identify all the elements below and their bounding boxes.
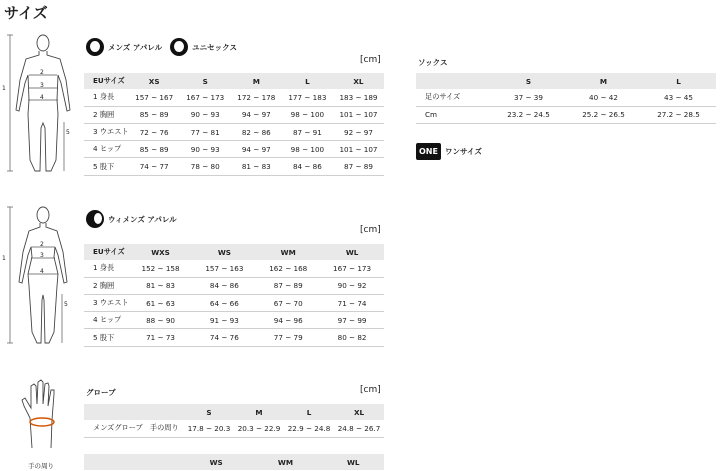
- header-cell: S: [180, 73, 231, 89]
- table-cell: 81 ~ 83: [129, 277, 193, 294]
- table-row: [84, 106, 384, 123]
- header-cell: [84, 454, 184, 470]
- table-cell: Cm: [416, 106, 491, 123]
- header-cell: L: [282, 73, 333, 89]
- gloves-unit: [cm]: [360, 385, 381, 395]
- table-cell: 94 ~ 96: [256, 312, 320, 329]
- header-cell: WS: [184, 454, 248, 470]
- table-cell: 4 ヒップ: [84, 312, 129, 329]
- header-cell: XS: [129, 73, 180, 89]
- table-row: [84, 141, 384, 158]
- unisex-head-icon: [170, 38, 188, 56]
- table-cell: 3 ウエスト: [84, 123, 129, 140]
- table-cell: 84 ~ 86: [282, 158, 333, 175]
- table-cell: 4 ヒップ: [84, 141, 129, 158]
- table-cell: 98 ~ 100: [282, 141, 333, 158]
- table-cell: 72 ~ 76: [129, 123, 180, 140]
- table-cell: 2 胸囲: [84, 277, 129, 294]
- table-cell: 17.8 ~ 20.3: [184, 420, 234, 437]
- table-cell: 87 ~ 91: [282, 123, 333, 140]
- table-row: [84, 260, 384, 277]
- table-row: [84, 89, 384, 106]
- table-row: [84, 420, 384, 437]
- table-cell: 77 ~ 81: [180, 123, 231, 140]
- table-cell: 157 ~ 167: [129, 89, 180, 106]
- measure-num-5: 5: [64, 301, 68, 308]
- table-cell: 167 ~ 173: [320, 260, 384, 277]
- header-cell: WL: [323, 454, 385, 470]
- measure-num-4: 4: [40, 94, 44, 101]
- measure-num-1: 1: [2, 255, 6, 262]
- header-cell: EUサイズ: [84, 73, 129, 89]
- table-cell: 74 ~ 76: [192, 329, 256, 346]
- mens-unit: [cm]: [360, 55, 381, 65]
- mens-apparel-label: [86, 38, 237, 56]
- hand-figure: [18, 378, 68, 458]
- table-cell: 77 ~ 79: [256, 329, 320, 346]
- table-header-row: [416, 73, 716, 89]
- one-size-text: ワンサイズ: [444, 147, 482, 156]
- table-cell: 94 ~ 97: [231, 106, 282, 123]
- header-cell: WM: [256, 244, 320, 260]
- page-title: サイズ: [4, 4, 48, 22]
- table-cell: 90 ~ 93: [180, 106, 231, 123]
- header-cell: M: [234, 404, 284, 420]
- table-cell: 162 ~ 168: [256, 260, 320, 277]
- womens-size-table: [84, 244, 384, 347]
- table-cell: メンズグローブ 手の周り: [84, 420, 184, 437]
- table-row: [416, 89, 716, 106]
- table-row: [84, 294, 384, 311]
- header-cell: [84, 404, 184, 420]
- table-cell: 80 ~ 82: [320, 329, 384, 346]
- mens-head-icon: [86, 38, 104, 56]
- header-cell: WL: [320, 244, 384, 260]
- table-cell: 97 ~ 99: [320, 312, 384, 329]
- table-header-row: [84, 244, 384, 260]
- table-cell: 25.2 ~ 26.5: [566, 106, 641, 123]
- table-cell: 90 ~ 92: [320, 277, 384, 294]
- table-cell: 5 股下: [84, 329, 129, 346]
- measure-num-2: 2: [40, 241, 44, 248]
- table-cell: 22.9 ~ 24.8: [284, 420, 334, 437]
- header-cell: WM: [248, 454, 322, 470]
- mens-size-table: [84, 73, 384, 176]
- measure-num-3: 3: [40, 252, 44, 259]
- table-cell: 101 ~ 107: [333, 106, 384, 123]
- table-cell: 64 ~ 66: [192, 294, 256, 311]
- table-cell: 87 ~ 89: [333, 158, 384, 175]
- table-cell: 5 股下: [84, 158, 129, 175]
- measure-num-4: 4: [40, 268, 44, 275]
- table-row: [84, 312, 384, 329]
- table-cell: 98 ~ 100: [282, 106, 333, 123]
- table-cell: 23.2 ~ 24.5: [491, 106, 566, 123]
- table-cell: 78 ~ 80: [180, 158, 231, 175]
- table-cell: 43 ~ 45: [641, 89, 716, 106]
- socks-label: ソックス: [418, 58, 448, 67]
- table-cell: 71 ~ 74: [320, 294, 384, 311]
- table-row: [84, 158, 384, 175]
- table-cell: 82 ~ 86: [231, 123, 282, 140]
- womens-unit: [cm]: [360, 225, 381, 235]
- table-cell: 61 ~ 63: [129, 294, 193, 311]
- table-cell: 1 身長: [84, 89, 129, 106]
- table-cell: 101 ~ 107: [333, 141, 384, 158]
- hand-caption: 手の周り: [28, 462, 54, 470]
- table-cell: 74 ~ 77: [129, 158, 180, 175]
- womens-gloves-table: [84, 454, 384, 470]
- one-size-badge: ONE: [416, 143, 441, 160]
- table-header-row: [84, 454, 384, 470]
- table-cell: 94 ~ 97: [231, 141, 282, 158]
- table-cell: 71 ~ 73: [129, 329, 193, 346]
- womens-label-text: ウィメンズ アパレル: [108, 214, 177, 224]
- measure-num-3: 3: [40, 82, 44, 89]
- table-cell: 81 ~ 83: [231, 158, 282, 175]
- womens-apparel-label: [86, 210, 177, 228]
- table-cell: 157 ~ 163: [192, 260, 256, 277]
- table-cell: 152 ~ 158: [129, 260, 193, 277]
- table-cell: 足のサイズ: [416, 89, 491, 106]
- table-cell: 87 ~ 89: [256, 277, 320, 294]
- table-header-row: [84, 404, 384, 420]
- measure-num-1: 1: [2, 85, 6, 92]
- table-cell: 85 ~ 89: [129, 106, 180, 123]
- header-cell: S: [184, 404, 234, 420]
- table-cell: 2 胸囲: [84, 106, 129, 123]
- table-cell: 90 ~ 93: [180, 141, 231, 158]
- socks-size-table: [416, 73, 716, 124]
- gloves-label: グローブ: [86, 388, 116, 397]
- womens-body-figure: [2, 202, 80, 350]
- table-cell: 3 ウエスト: [84, 294, 129, 311]
- header-cell: S: [491, 73, 566, 89]
- table-cell: 67 ~ 70: [256, 294, 320, 311]
- gloves-size-table: [84, 404, 384, 438]
- table-cell: 24.8 ~ 26.7: [334, 420, 384, 437]
- table-cell: 167 ~ 173: [180, 89, 231, 106]
- unisex-label-text: ユニセックス: [192, 42, 238, 52]
- table-cell: 177 ~ 183: [282, 89, 333, 106]
- table-row: [416, 106, 716, 123]
- table-cell: 172 ~ 178: [231, 89, 282, 106]
- table-cell: 27.2 ~ 28.5: [641, 106, 716, 123]
- header-cell: XL: [334, 404, 384, 420]
- womens-head-icon: [86, 210, 104, 228]
- table-cell: 183 ~ 189: [333, 89, 384, 106]
- table-cell: 85 ~ 89: [129, 141, 180, 158]
- header-cell: [416, 73, 491, 89]
- table-cell: 1 身長: [84, 260, 129, 277]
- mens-label-text: メンズ アパレル: [108, 42, 163, 52]
- table-row: [84, 329, 384, 346]
- table-cell: 88 ~ 90: [129, 312, 193, 329]
- header-cell: L: [641, 73, 716, 89]
- measure-num-5: 5: [66, 129, 70, 136]
- mens-body-figure: [2, 30, 80, 178]
- header-cell: M: [566, 73, 641, 89]
- table-cell: 92 ~ 97: [333, 123, 384, 140]
- header-cell: L: [284, 404, 334, 420]
- header-cell: WS: [192, 244, 256, 260]
- table-row: [84, 277, 384, 294]
- header-cell: M: [231, 73, 282, 89]
- table-cell: 37 ~ 39: [491, 89, 566, 106]
- header-cell: XL: [333, 73, 384, 89]
- header-cell: WXS: [129, 244, 193, 260]
- table-cell: 20.3 ~ 22.9: [234, 420, 284, 437]
- measure-num-2: 2: [40, 69, 44, 76]
- one-size-label: [416, 143, 482, 160]
- header-cell: EUサイズ: [84, 244, 129, 260]
- table-header-row: [84, 73, 384, 89]
- table-cell: 40 ~ 42: [566, 89, 641, 106]
- table-row: [84, 123, 384, 140]
- table-cell: 91 ~ 93: [192, 312, 256, 329]
- table-cell: 84 ~ 86: [192, 277, 256, 294]
